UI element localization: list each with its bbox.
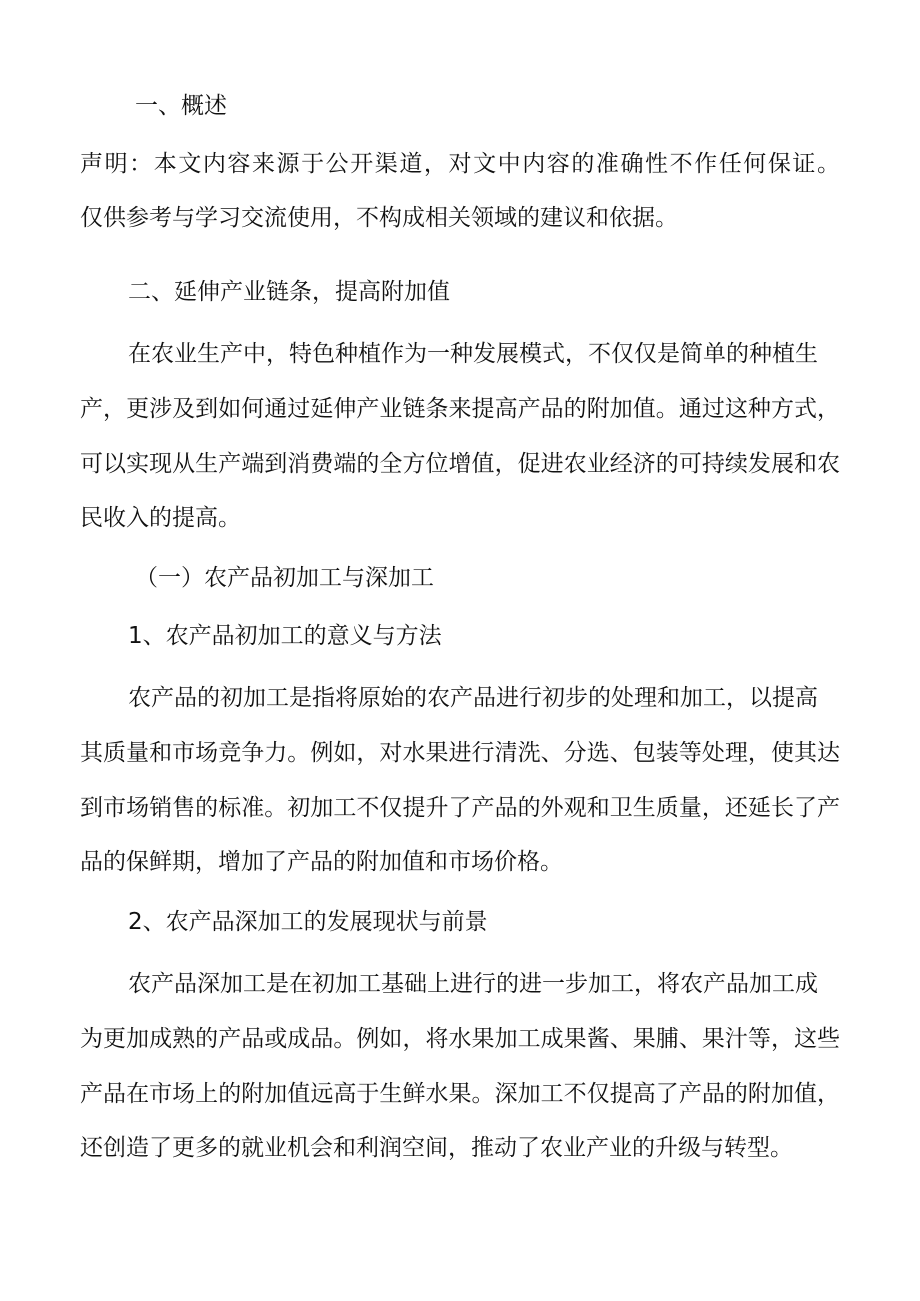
item-1-body-line-3: 到市场销售的标准。初加工不仅提升了产品的外观和卫生质量，还延长了产 [80,795,840,821]
item-1-title: 1、农产品初加工的意义与方法 [128,623,442,649]
item-1-body-line-4: 品的保鲜期，增加了产品的附加值和市场价格。 [80,849,563,875]
disclaimer-line-1: 声明：本文内容来源于公开渠道，对文中内容的准确性不作任何保证。 [80,151,840,177]
heading-overview: 一、概述 [135,93,227,119]
item-2-title: 2、农产品深加工的发展现状与前景 [128,909,488,935]
item-1-body-line-2: 其质量和市场竞争力。例如，对水果进行清洗、分选、包装等处理，使其达 [80,740,840,766]
heading-section-2: 二、延伸产业链条，提高附加值 [128,279,450,305]
intro-line-2: 产，更涉及到如何通过延伸产业链条来提高产品的附加值。通过这种方式， [80,396,840,422]
item-2-body-line-4: 还创造了更多的就业机会和利润空间，推动了农业产业的升级与转型。 [80,1135,793,1161]
item-2-body-line-1: 农产品深加工是在初加工基础上进行的进一步加工，将农产品加工成 [128,971,818,997]
item-2-body-line-2: 为更加成熟的产品或成品。例如，将水果加工成果酱、果脯、果汁等，这些 [80,1026,840,1052]
intro-line-4: 民收入的提高。 [80,505,241,531]
item-2-body-line-3: 产品在市场上的附加值远高于生鲜水果。深加工不仅提高了产品的附加值， [80,1081,840,1107]
intro-line-1: 在农业生产中，特色种植作为一种发展模式，不仅仅是简单的种植生 [128,341,818,367]
item-1-body-line-1: 农产品的初加工是指将原始的农产品进行初步的处理和加工，以提高 [128,685,818,711]
disclaimer-line-2: 仅供参考与学习交流使用，不构成相关领域的建议和依据。 [80,205,678,231]
subheading-1: （一）农产品初加工与深加工 [135,565,434,591]
intro-line-3: 可以实现从生产端到消费端的全方位增值，促进农业经济的可持续发展和农 [80,451,840,477]
